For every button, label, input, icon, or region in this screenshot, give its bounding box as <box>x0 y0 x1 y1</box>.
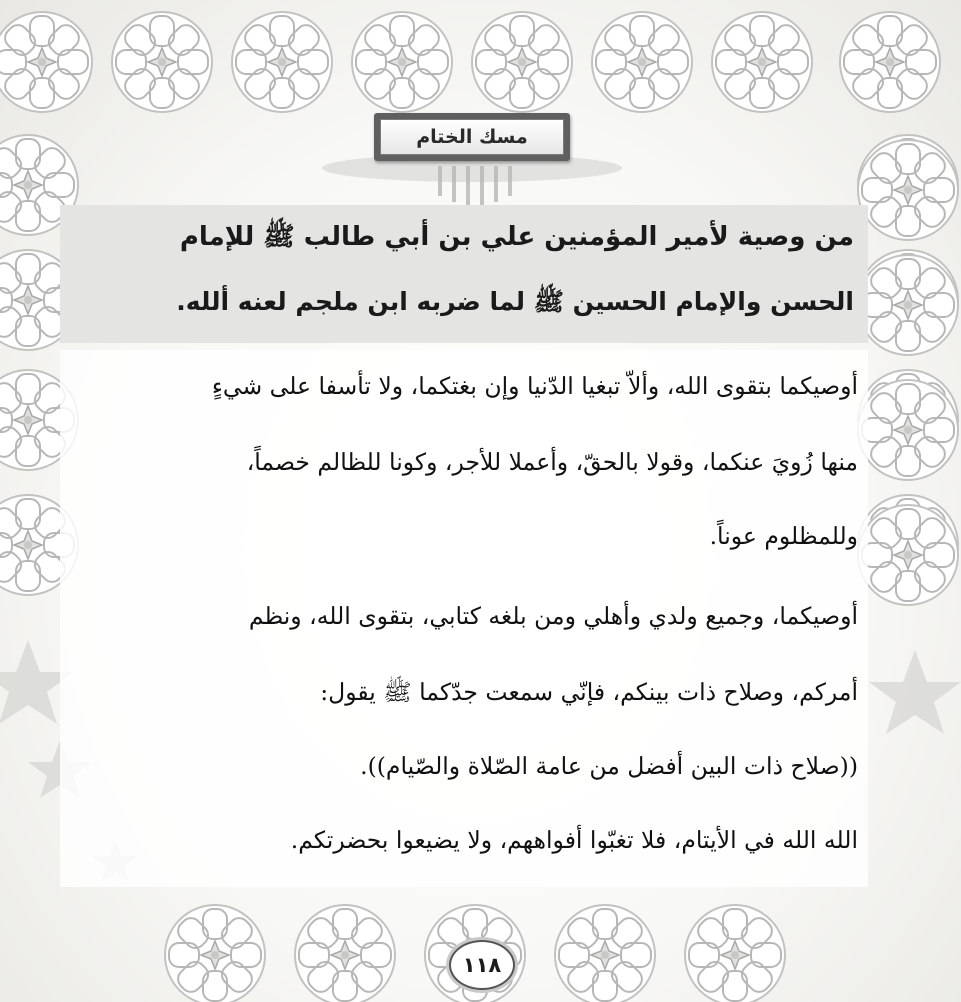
body-line: أمركم، وصلاح ذات بينكم، فإنّي سمعت جدّكما ﷺ يقول: <box>320 678 858 706</box>
body-line: ((صلاح ذات البين أفضل من عامة الصّلاة والصّيام)). <box>360 752 858 780</box>
eight-point-star-ornament-icon <box>712 12 812 112</box>
eight-point-star-ornament-icon <box>295 905 395 1002</box>
eight-point-star-ornament-icon <box>840 12 940 112</box>
heading-panel <box>60 205 868 343</box>
eight-point-star-ornament-icon <box>352 12 452 112</box>
heading-line: الحسن والإمام الحسين ﷺ لما ضربه ابن ملجم لعنه ألله. <box>176 287 854 316</box>
body-line: الله الله في الأيتام، فلا تغبّوا أفواههم، ولا يضيعوا بحضرتكم. <box>290 826 858 854</box>
body-line: أوصيكما بتقوى الله، وألاّ تبغيا الدّنيا وإن بغتكما، ولا تأسفا على شيءٍ <box>211 372 858 400</box>
eight-point-star-ornament-icon <box>592 12 692 112</box>
eight-point-star-ornament-icon <box>685 905 785 1002</box>
page-number: ١١٨ <box>449 940 515 990</box>
chapter-title: مسك الختام <box>380 119 564 155</box>
eight-point-star-ornament-icon <box>165 905 265 1002</box>
eight-point-star-ornament-icon <box>858 505 958 605</box>
eight-point-star-ornament-icon <box>858 255 958 355</box>
eight-point-star-ornament-icon <box>112 12 212 112</box>
heading-line: من وصية لأمير المؤمنين علي بن أبي طالب ﷺ للإمام <box>179 222 854 252</box>
body-line: أوصيكما، وجميع ولدي وأهلي ومن بلغه كتابي، بتقوى الله، ونظم <box>248 602 858 630</box>
eight-point-star-ornament-icon <box>472 12 572 112</box>
eight-point-star-ornament-icon <box>858 140 958 240</box>
chapter-title-badge <box>374 113 570 161</box>
eight-point-star-ornament-icon <box>0 12 92 112</box>
body-text-panel <box>60 350 868 887</box>
eight-point-star-ornament-icon <box>858 380 958 480</box>
eight-point-star-ornament-icon <box>555 905 655 1002</box>
body-line: منها زُويَ عنكما، وقولا بالحقّ، وأعملا للأجر، وكونا للظالم خصماً، <box>246 448 858 476</box>
body-line: وللمظلوم عوناً. <box>709 522 858 550</box>
eight-point-star-ornament-icon <box>232 12 332 112</box>
